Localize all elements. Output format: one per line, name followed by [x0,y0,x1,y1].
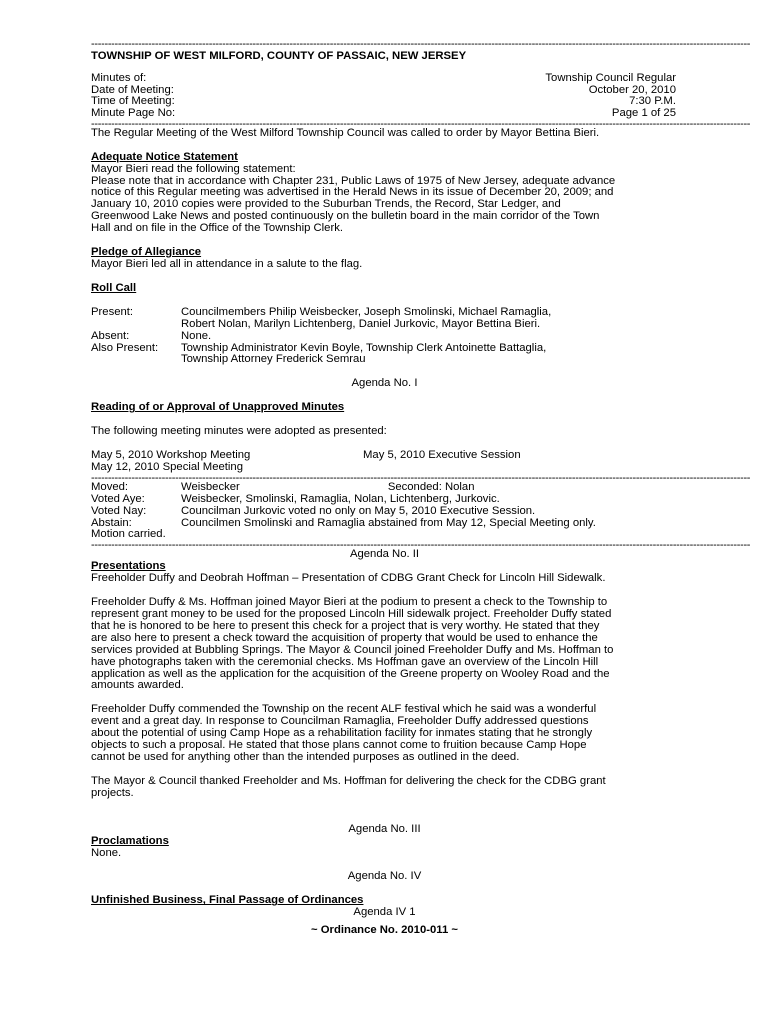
presentation-subtitle: Freeholder Duffy and Deobrah Hoffman – Presentation of CDBG Grant Check for Lincoln Hill Sidewalk. [91,572,606,585]
section-heading-adequate-notice: Adequate Notice Statement [91,150,238,163]
paragraph-line: services provided at Bubbling Springs. The Mayor & Council joined Freeholder Duffy and Ms. Hoffman to [91,643,614,656]
paragraph-line: projects. [91,786,134,799]
vote-label: Voted Aye: [91,492,145,505]
pledge-text: Mayor Bieri led all in attendance in a salute to the flag. [91,257,363,270]
roll-present [91,307,678,319]
paragraph-line: have photographs taken with the ceremonial checks. Ms Hoffman gave an overview of the Lincoln Hill [91,655,599,668]
section-heading-unfinished-business: Unfinished Business, Final Passage of Ordinances [91,894,364,907]
ordinance-title: ~ Ordinance No. 2010-011 ~ [311,924,458,937]
agenda-label-3: Agenda No. III [348,822,421,835]
meta-row-date [91,85,678,97]
minutes-item: May 5, 2010 Workshop Meeting [91,449,251,462]
section-heading-minutes: Reading of or Approval of Unapproved Minutes [91,401,345,414]
vote-nay [91,506,678,518]
paragraph-line: represent grant money to be used for the proposed Lincoln Hill sidewalk project. Freeholder Duffy stated [91,608,612,620]
roll-also-present-cont [91,354,678,366]
paragraph-line: about the potential of using Camp Hope as a rehabilitation facility for inmates stating that he strongly [91,727,593,740]
motion-carried: Motion carried. [91,528,166,541]
meta-value: Page 1 of 25 [611,107,676,120]
section-heading-pledge: Pledge of Allegiance [91,246,202,259]
vote-abstain [91,518,678,530]
meta-label: Time of Meeting: [91,95,175,108]
paragraph-line: application as well as the application for the acquisition of the Greene property on Wooley Road and the [91,667,610,680]
meta-row-minutes [91,73,678,85]
vote-value: Weisbecker, Smolinski, Ramaglia, Nolan, Lichtenberg, Jurkovic. [181,492,500,505]
notice-line: Hall and on file in the Office of the Township Clerk. [91,222,344,235]
section-heading-roll-call: Roll Call [91,281,137,294]
header-rule: ---------------------------------------------------------------------------------------------------------------------------------------------------------------------------------------------------- [91,117,751,130]
minutes-item: May 5, 2010 Executive Session [363,449,521,462]
proclamations-text: None. [91,846,122,859]
vote-label: Voted Nay: [91,504,147,517]
roll-value: None. [181,329,212,342]
vote-value: Councilman Jurkovic voted no only on May 5, 2010 Executive Session. [181,504,536,517]
agenda-label-2: Agenda No. II [349,548,420,561]
notice-line: notice of this Regular meeting was advertised in the Herald News in its issue of December 20, 2009; and [91,186,614,199]
roll-label: Present: [91,305,134,318]
roll-present-cont [91,319,678,331]
vote-moved [91,482,678,494]
vote-label: Abstain: [91,516,132,529]
notice-line: Please note that in accordance with Chapter 231, Public Laws of 1975 of New Jersey, adequate advance [91,174,616,187]
roll-absent [91,331,678,343]
notice-line: Greenwood Lake News and posted continuously on the bulletin board in the main corridor of the Town [91,210,600,223]
meta-value: Township Council Regular [545,72,676,84]
agenda-label-1: Agenda No. I [351,377,418,390]
notice-line: January 10, 2010 copies were provided to the Suburban Trends, the Record, Star Ledger, and [91,198,561,211]
vote-rule-bottom: ---------------------------------------------------------------------------------------------------------------------------------------------------------------------------------------------------- [91,539,751,552]
vote-value: Councilmen Smolinski and Ramaglia abstained from May 12, Special Meeting only. [181,516,596,529]
paragraph-line: Freeholder Duffy & Ms. Hoffman joined Mayor Bieri at the podium to present a check to the Township to [91,596,608,609]
meta-row-time [91,96,678,108]
paragraph-line: cannot be used for anything other than the intended purposes as outlined in the deed. [91,750,520,763]
paragraph-line: objects to such a proposal. He stated that those plans cannot come to fruition because Camp Hope [91,739,587,752]
vote-value: Weisbecker [181,480,240,493]
vote-seconded: Seconded: Nolan [387,480,475,493]
vote-label: Moved: [91,480,129,493]
roll-value: Township Administrator Kevin Boyle, Township Clerk Antoinette Battaglia, [181,341,547,354]
agenda-label-4: Agenda No. IV [347,870,422,883]
meta-label: Minute Page No: [91,107,176,120]
paragraph-line: amounts awarded. [91,679,184,692]
top-rule: ---------------------------------------------------------------------------------------------------------------------------------------------------------------------------------------------------- [91,38,751,50]
section-heading-proclamations: Proclamations [91,834,169,847]
section-heading-presentations: Presentations [91,560,166,573]
roll-value: Robert Nolan, Marilyn Lichtenberg, Daniel Jurkovic, Mayor Bettina Bieri. [181,317,541,330]
roll-label: Absent: [91,329,130,342]
vote-aye [91,494,678,506]
roll-value: Councilmembers Philip Weisbecker, Joseph Smolinski, Michael Ramaglia, [181,305,552,318]
meta-label: Date of Meeting: [91,83,174,96]
minutes-adopted-text: The following meeting minutes were adopted as presented: [91,425,387,438]
meta-value: October 20, 2010 [588,83,676,96]
minutes-item: May 12, 2010 Special Meeting [91,460,243,473]
vote-rule-top: ---------------------------------------------------------------------------------------------------------------------------------------------------------------------------------------------------- [91,471,751,484]
agenda-sub-label: Agenda IV 1 [353,906,416,919]
paragraph-line: are also here to present a check toward the acquisition of property that would be used to enhance the [91,631,598,644]
meeting-info [91,73,678,120]
roll-also-present [91,343,678,355]
meta-label: Minutes of: [91,72,147,84]
meta-value: 7:30 P.M. [629,95,676,108]
paragraph-line: that he is honored to be here to present this check for a project that is very worthy. He stated that they [91,619,600,632]
document-page [91,38,751,937]
document-title: TOWNSHIP OF WEST MILFORD, COUNTY OF PASSAIC, NEW JERSEY [91,50,467,62]
intro-text: The Regular Meeting of the West Milford Township Council was called to order by Mayor Bettina Bieri. [91,126,600,139]
paragraph-line: event and a great day. In response to Councilman Ramaglia, Freeholder Duffy addressed questions [91,715,589,728]
paragraph-line: Freeholder Duffy commended the Township on the recent ALF festival which he said was a wonderful [91,703,597,716]
roll-label: Also Present: [91,341,159,354]
notice-line: Mayor Bieri read the following statement: [91,162,296,175]
roll-value: Township Attorney Frederick Semrau [181,353,366,366]
paragraph-line: The Mayor & Council thanked Freeholder and Ms. Hoffman for delivering the check for the CDBG grant [91,774,606,787]
